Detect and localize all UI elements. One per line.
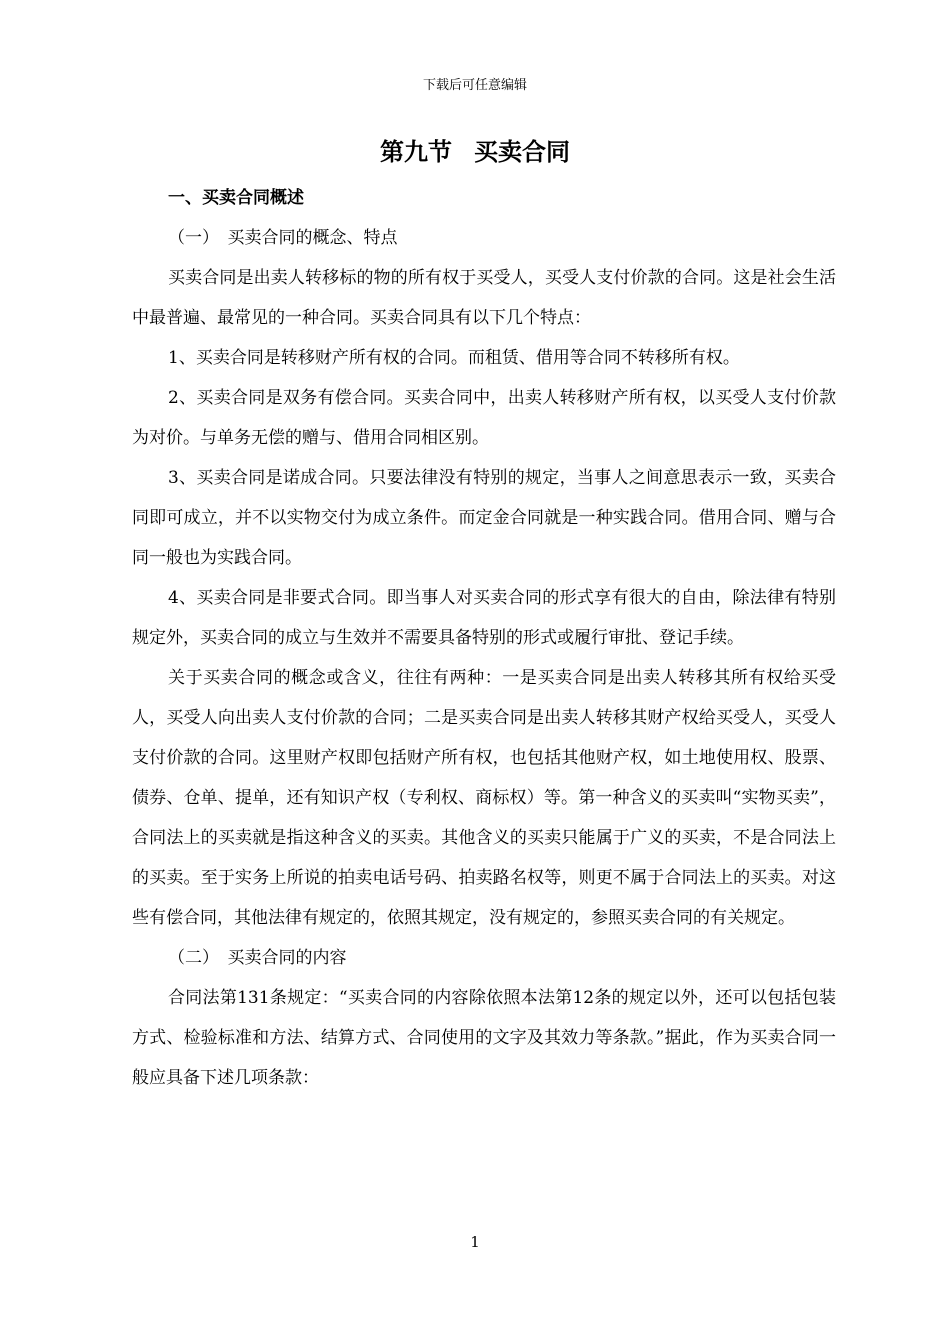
page-title xyxy=(0,136,950,168)
document-body xyxy=(132,178,836,1098)
title-section-number: 第九节 xyxy=(380,138,452,166)
heading-level2-concept: （一） 买卖合同的概念、特点 xyxy=(168,228,398,248)
paragraph-meaning: 关于买卖合同的概念或含义，往往有两种：一是买卖合同是出卖人转移其所有权给买受人，买受人向出卖人支付价款的合同；二是买卖合同是出卖人转移其财产权给买受人，买受人支付价款的合同。这里财产权即包括财产所有权，也包括其他财产权，如土地使用权、股票、债券、仓单、提单，还有知识产权（专利权、商标权）等。第一种含义的买卖叫“实物买卖”，合同法上的买卖就是指这种含义的买卖。其他含义的买卖只能属于广义的买卖，不是合同法上的买卖。至于实务上所说的拍卖电话号码、拍卖路名权等，则更不属于合同法上的买卖。对这些有偿合同，其他法律有规定的，依照其规定，没有规定的，参照买卖合同的有关规定。 xyxy=(132,668,836,928)
paragraph-feature-2: 2、买卖合同是双务有偿合同。买卖合同中，出卖人转移财产所有权，以买受人支付价款为对价。与单务无偿的赠与、借用合同相区别。 xyxy=(132,388,836,448)
paragraph-article-131: 合同法第131条规定：“买卖合同的内容除依照本法第12条的规定以外，还可以包括包装方式、检验标准和方法、结算方式、合同使用的文字及其效力等条款。”据此，作为买卖合同一般应具备下述几项条款： xyxy=(132,988,836,1088)
heading-level2-content: （二） 买卖合同的内容 xyxy=(168,948,347,968)
paragraph-feature-3: 3、买卖合同是诺成合同。只要法律没有特别的规定，当事人之间意思表示一致，买卖合同即可成立，并不以实物交付为成立条件。而定金合同就是一种实践合同。借用合同、赠与合同一般也为实践合同。 xyxy=(132,468,836,568)
title-section-name: 买卖合同 xyxy=(474,138,570,166)
paragraph-feature-4: 4、买卖合同是非要式合同。即当事人对买卖合同的形式享有很大的自由，除法律有特别规定外，买卖合同的成立与生效并不需要具备特别的形式或履行审批、登记手续。 xyxy=(132,588,836,648)
paragraph-definition: 买卖合同是出卖人转移标的物的所有权于买受人，买受人支付价款的合同。这是社会生活中最普遍、最常见的一种合同。买卖合同具有以下几个特点： xyxy=(132,268,836,328)
page-header: 下载后可任意编辑 xyxy=(422,78,527,93)
paragraph-feature-1: 1、买卖合同是转移财产所有权的合同。而租赁、借用等合同不转移所有权。 xyxy=(168,348,740,368)
heading-level1: 一、买卖合同概述 xyxy=(168,188,304,208)
page-number: 1 xyxy=(470,1233,480,1251)
